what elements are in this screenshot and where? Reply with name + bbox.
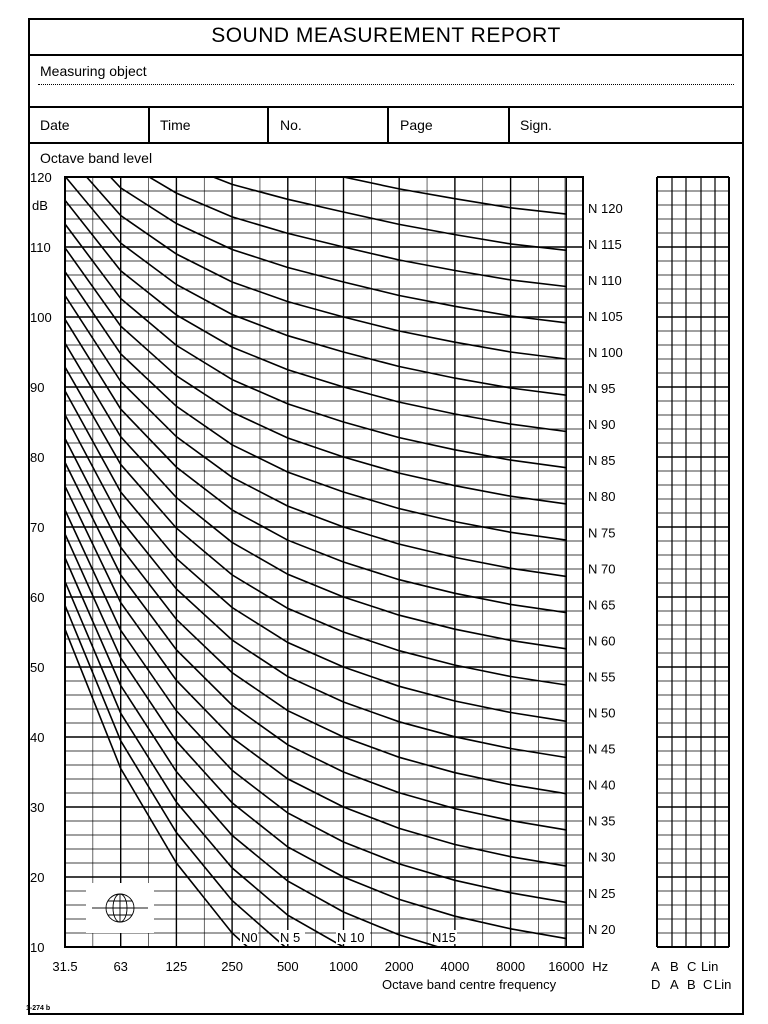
bottom-nr-label: N0: [241, 930, 258, 945]
weighting-label-row2: D: [651, 977, 661, 992]
y-tick-label: 10: [30, 940, 45, 955]
weighting-label-row2: Lin: [714, 977, 732, 992]
time-label: Time: [160, 117, 191, 133]
y-tick-label: 120: [30, 170, 52, 185]
nr-label: N 65: [588, 597, 616, 613]
report-title: SOUND MEASUREMENT REPORT: [211, 24, 561, 47]
y-tick-label: 40: [30, 730, 45, 745]
sign-label: Sign.: [520, 117, 552, 133]
nr-label: N 90: [588, 417, 616, 433]
nr-label: N 115: [588, 236, 622, 252]
y-tick-label: 20: [30, 870, 45, 885]
octave-band-level-label: Octave band level: [40, 150, 153, 166]
weighting-label-row2: B: [687, 977, 696, 992]
y-tick-label: 90: [30, 380, 45, 395]
nr-label: N 80: [588, 489, 616, 505]
form-code: 1-274 b: [26, 1005, 51, 1012]
x-tick-label: 63: [113, 959, 128, 974]
y-tick-label: 110: [30, 240, 51, 255]
weighting-label-row1: Lin: [701, 959, 719, 974]
x-tick-label: 8000: [496, 959, 526, 974]
nr-label: N 60: [588, 633, 616, 649]
x-tick-label: 31.5: [52, 959, 78, 974]
y-tick-label: 100: [30, 310, 52, 325]
weighting-label-row1: A: [651, 959, 660, 974]
weighting-label-row2: A: [670, 977, 679, 992]
y-tick-label: 60: [30, 590, 45, 605]
nr-label: N 95: [588, 381, 616, 397]
x-unit-label: Hz: [592, 959, 609, 974]
x-axis-title: Octave band centre frequency: [382, 977, 557, 992]
nr-label: N 50: [588, 705, 616, 721]
bottom-nr-label: N 10: [337, 930, 365, 945]
x-tick-label: 4000: [440, 959, 470, 974]
y-tick-label: 30: [30, 800, 45, 815]
y-tick-label: 50: [30, 660, 45, 675]
nr-label: N 85: [588, 453, 616, 469]
nr-label: N 20: [588, 921, 616, 937]
bottom-nr-label: N 5: [280, 930, 301, 945]
nr-label: N 25: [588, 885, 616, 901]
x-tick-label: 2000: [384, 959, 414, 974]
weighting-label-row1: C: [687, 959, 697, 974]
weighting-label-row1: B: [670, 959, 679, 974]
page-label: Page: [400, 117, 433, 133]
nr-label: N 30: [588, 849, 616, 865]
nr-label: N 55: [588, 669, 616, 685]
nr-label: N 100: [588, 345, 623, 360]
nr-label: N 110: [588, 272, 622, 288]
y-unit-label: dB: [32, 198, 48, 213]
measuring-object-label: Measuring object: [40, 63, 147, 79]
no-label: No.: [280, 117, 302, 133]
date-label: Date: [40, 117, 70, 133]
nr-label: N 75: [588, 525, 616, 541]
x-tick-label: 1000: [329, 959, 358, 974]
nr-label: N 105: [588, 308, 623, 324]
x-tick-label: 16000: [548, 959, 585, 974]
nr-label: N 45: [588, 741, 616, 757]
y-tick-label: 70: [30, 520, 45, 535]
nr-label: N 35: [588, 813, 616, 829]
x-tick-label: 125: [165, 959, 188, 974]
bottom-nr-label: N15: [432, 930, 456, 945]
weighting-label-row2: C: [703, 977, 713, 992]
x-tick-label: 500: [276, 959, 299, 974]
x-tick-label: 250: [221, 959, 243, 974]
nr-label: N 120: [588, 200, 623, 216]
y-tick-label: 80: [30, 450, 45, 465]
nr-label: N 40: [588, 777, 616, 793]
nr-label: N 70: [588, 561, 616, 577]
